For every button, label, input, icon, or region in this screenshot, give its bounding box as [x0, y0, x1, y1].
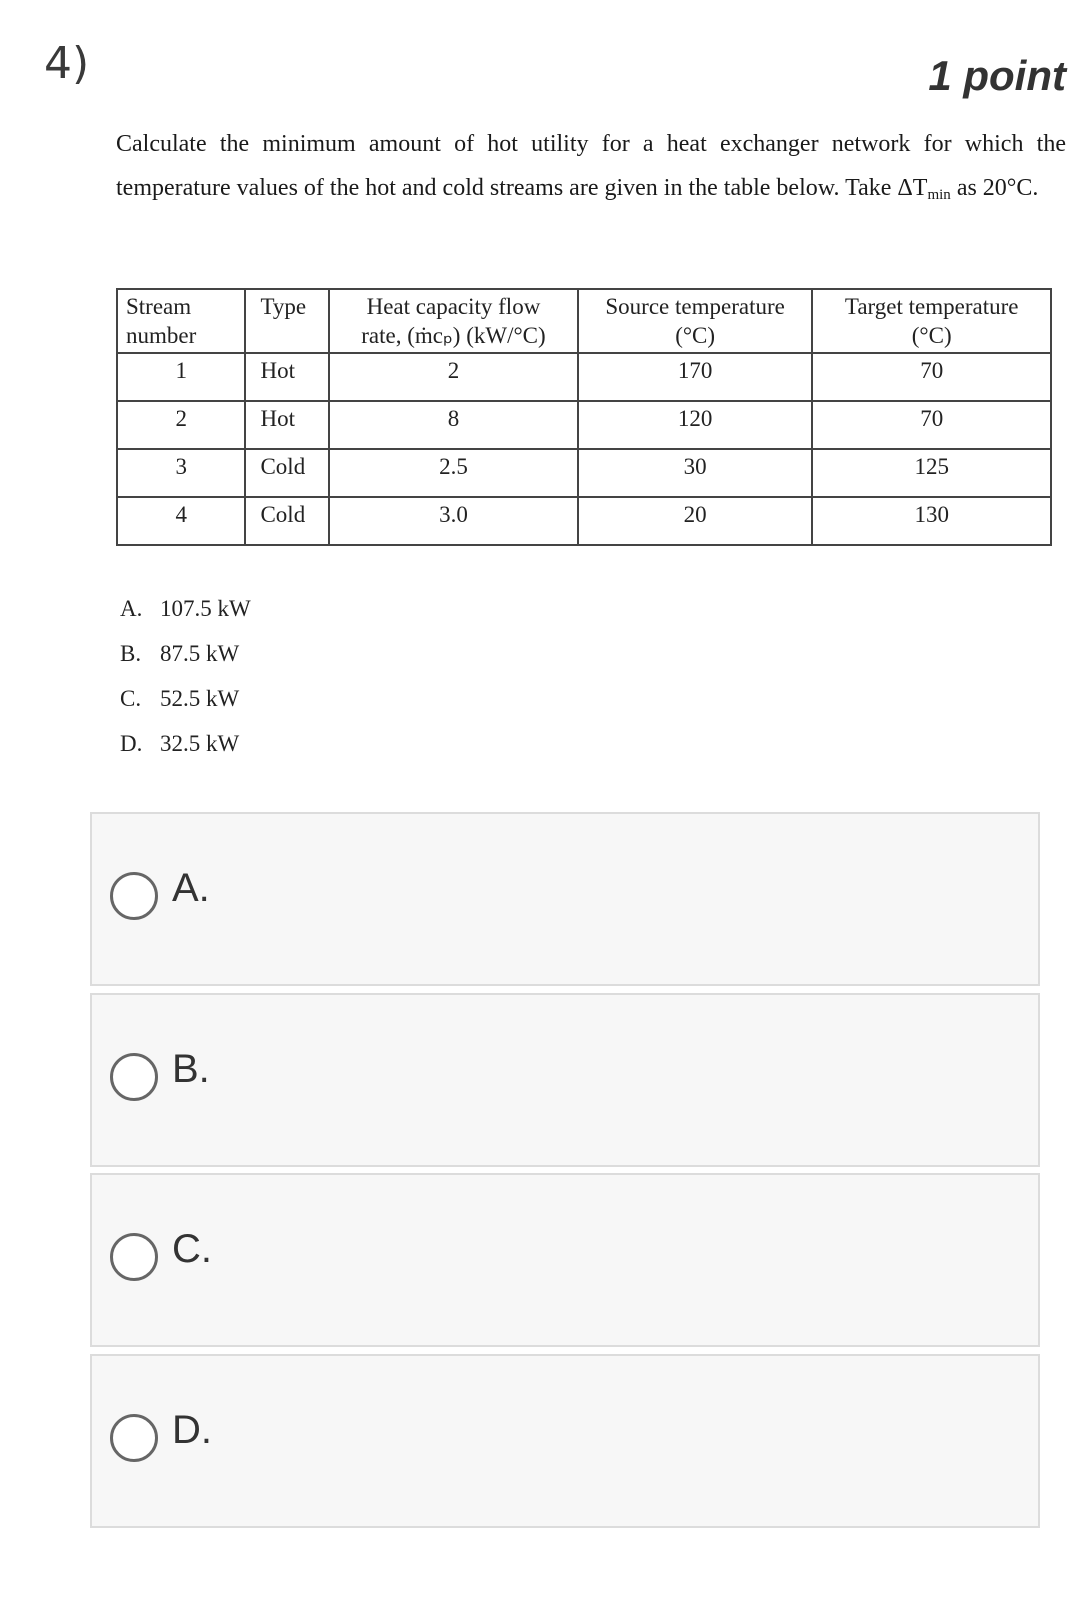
header-source-temperature [578, 289, 813, 353]
question-text [116, 122, 1066, 217]
radio-button-icon[interactable] [110, 1233, 158, 1281]
cell-heat-capacity: 3.0 [329, 497, 578, 545]
cell-stream-number: 4 [117, 497, 245, 545]
table-header-row [117, 289, 1051, 353]
table-row [117, 401, 1051, 449]
choice-label: A. [172, 866, 210, 910]
cell-stream-number: 2 [117, 401, 245, 449]
option-text: 87.5 kW [160, 641, 240, 666]
option-letter: D. [120, 731, 143, 756]
header-stream-number [117, 289, 245, 353]
cell-source-temperature: 30 [578, 449, 813, 497]
choice-d[interactable] [90, 1354, 1040, 1528]
cell-source-temperature: 120 [578, 401, 813, 449]
option-letter: B. [120, 641, 142, 666]
cell-heat-capacity: 8 [329, 401, 578, 449]
cell-stream-number: 1 [117, 353, 245, 401]
cell-target-temperature: 125 [812, 449, 1051, 497]
option-letter: A. [120, 596, 143, 621]
answer-option [120, 594, 251, 639]
header-text: (°C) [675, 323, 716, 348]
radio-button-icon[interactable] [110, 1414, 158, 1462]
table-row [117, 449, 1051, 497]
question-text-subscript: min [927, 187, 951, 203]
choice-label: C. [172, 1227, 212, 1271]
header-text: Heat capacity flow [366, 294, 541, 319]
question-number: 4) [44, 38, 90, 89]
answer-option [120, 684, 251, 729]
cell-target-temperature: 70 [812, 353, 1051, 401]
answer-option [120, 639, 251, 684]
header-text: Type [260, 294, 307, 319]
cell-type: Cold [245, 497, 329, 545]
choice-label: B. [172, 1047, 210, 1091]
question-text-main: Calculate the minimum amount of hot utility for a heat exchanger network for which the temperature values of the hot and cold streams are given in the table below. Take ΔT [116, 131, 1066, 201]
header-type [245, 289, 329, 353]
table-row [117, 353, 1051, 401]
header-text: number [126, 323, 197, 348]
choice-label: D. [172, 1408, 212, 1452]
choice-c[interactable] [90, 1173, 1040, 1347]
table-row [117, 497, 1051, 545]
header-text: Target temperature [844, 294, 1019, 319]
option-text: 52.5 kW [160, 686, 240, 711]
header-text: Stream [126, 294, 192, 319]
cell-type: Hot [245, 353, 329, 401]
cell-type: Hot [245, 401, 329, 449]
question-text-end: as 20°C. [950, 175, 1039, 201]
cell-target-temperature: 70 [812, 401, 1051, 449]
answer-option [120, 729, 251, 774]
header-target-temperature [812, 289, 1051, 353]
cell-source-temperature: 20 [578, 497, 813, 545]
radio-button-icon[interactable] [110, 872, 158, 920]
choice-b[interactable] [90, 993, 1040, 1167]
cell-stream-number: 3 [117, 449, 245, 497]
question-points: 1 point [928, 52, 1066, 99]
cell-target-temperature: 130 [812, 497, 1051, 545]
choice-a[interactable] [90, 812, 1040, 986]
header-text: rate, (ṁcₚ) (kW/°C) [361, 323, 546, 348]
option-text: 32.5 kW [160, 731, 240, 756]
cell-heat-capacity: 2.5 [329, 449, 578, 497]
header-text: Source temperature [605, 294, 785, 319]
option-letter: C. [120, 686, 142, 711]
header-heat-capacity [329, 289, 578, 353]
cell-type: Cold [245, 449, 329, 497]
radio-button-icon[interactable] [110, 1053, 158, 1101]
cell-source-temperature: 170 [578, 353, 813, 401]
answer-option-list [120, 594, 251, 774]
option-text: 107.5 kW [160, 596, 251, 621]
stream-table [116, 288, 1052, 546]
header-text: (°C) [911, 323, 952, 348]
cell-heat-capacity: 2 [329, 353, 578, 401]
